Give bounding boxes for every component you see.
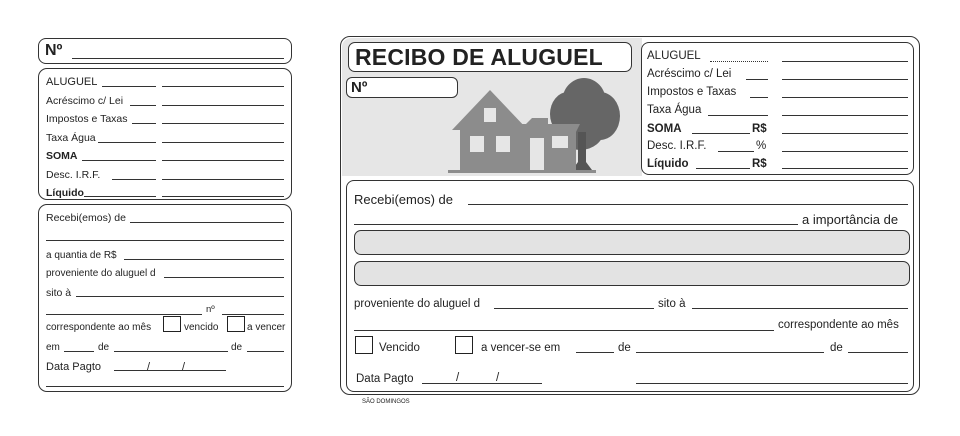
- body-recebi-label: Recebi(emos) de: [354, 192, 453, 207]
- stub-year-field[interactable]: [247, 351, 284, 352]
- stub-address-field[interactable]: [46, 314, 202, 315]
- summary-liquido-currency: R$: [752, 158, 767, 170]
- summary-aluguel-label: ALUGUEL: [647, 50, 701, 62]
- summary-soma-label: SOMA: [647, 123, 682, 135]
- summary-aluguel-line: [710, 61, 768, 62]
- stub-row-acrescimo-label: Acréscimo c/ Lei: [46, 95, 124, 107]
- stub-row-desc-irf-line: [112, 179, 156, 180]
- stub-quantia-label: a quantia de R$: [46, 250, 117, 261]
- body-signature-line[interactable]: [636, 383, 908, 384]
- a-vencer-label: a vencer-se em: [481, 342, 561, 354]
- body-date-slash-2: /: [496, 372, 500, 384]
- summary-desc-irf-label: Desc. I.R.F.: [647, 140, 707, 152]
- stub-data-pagto-label: Data Pagto: [46, 361, 102, 373]
- stub-row-liquido-line: [84, 196, 156, 197]
- stub-em-field[interactable]: [64, 351, 94, 352]
- amount-field-2[interactable]: [354, 261, 910, 286]
- a-vencer-year-field[interactable]: [848, 352, 908, 353]
- stub-a-vencer-label: a vencer: [247, 322, 286, 333]
- body-sito-field[interactable]: [692, 308, 908, 309]
- stub-row-liquido-value[interactable]: [162, 196, 284, 197]
- stub-sito-label: sito à: [46, 287, 72, 299]
- summary-soma-value[interactable]: [782, 133, 908, 134]
- body-recebi-field-2[interactable]: [354, 224, 798, 225]
- stub-row-acrescimo-line: [130, 105, 156, 106]
- stub-a-vencer-checkbox[interactable]: [227, 316, 245, 332]
- vencido-label: Vencido: [379, 342, 420, 354]
- stub-proveniente-field[interactable]: [164, 277, 284, 278]
- summary-soma-currency: R$: [752, 123, 767, 135]
- stub-row-liquido-label: Líquido: [46, 187, 84, 199]
- body-data-pagto-field[interactable]: [422, 383, 542, 384]
- stub-row-soma-value[interactable]: [162, 160, 284, 161]
- stub-row-impostos-label: Impostos e Taxas: [46, 113, 128, 125]
- body-sito-label: sito à: [658, 298, 686, 310]
- stub-recebi-label: Recebi(emos) de: [46, 212, 126, 224]
- stub-data-pagto-field[interactable]: [114, 370, 226, 371]
- stub-numero-label: nº: [206, 304, 215, 315]
- stub-row-taxa-agua-value[interactable]: [162, 142, 284, 143]
- stub-de2-label: de: [231, 342, 243, 353]
- vencido-checkbox[interactable]: [355, 336, 373, 354]
- stub-row-impostos-line: [132, 123, 156, 124]
- body-proveniente-label: proveniente do aluguel d: [354, 298, 480, 310]
- summary-desc-percent: %: [756, 140, 767, 152]
- summary-liquido-label: Líquido: [647, 158, 689, 170]
- stub-de1-label: de: [98, 342, 110, 353]
- body-importancia-label: a importância de: [802, 212, 899, 227]
- body-de2-label: de: [830, 342, 843, 354]
- stub-recebi-field-2[interactable]: [46, 240, 284, 241]
- stub-number-box: [38, 38, 292, 64]
- stub-month-field[interactable]: [114, 351, 228, 352]
- summary-impostos-value[interactable]: [782, 97, 908, 98]
- summary-desc-irf-line: [718, 151, 754, 152]
- summary-impostos-line: [750, 97, 768, 98]
- summary-acrescimo-label: Acréscimo c/ Lei: [647, 68, 732, 80]
- stub-row-taxa-agua-label: Taxa Água: [46, 132, 96, 144]
- receipt-title: RECIBO DE ALUGUEL: [355, 44, 603, 70]
- stub-quantia-field[interactable]: [124, 259, 284, 260]
- stub-signature-line[interactable]: [46, 386, 284, 387]
- summary-liquido-line: [696, 168, 750, 169]
- amount-field-1[interactable]: [354, 230, 910, 255]
- body-data-pagto-label: Data Pagto: [356, 373, 414, 385]
- body-de1-label: de: [618, 342, 631, 354]
- stub-date-slash-2: /: [182, 361, 186, 373]
- stub-row-desc-irf-value[interactable]: [162, 179, 284, 180]
- a-vencer-day-field[interactable]: [576, 352, 614, 353]
- stub-sito-field[interactable]: [76, 296, 284, 297]
- summary-liquido-value[interactable]: [782, 168, 908, 169]
- summary-acrescimo-line: [746, 79, 768, 80]
- body-proveniente-field[interactable]: [494, 308, 654, 309]
- stub-row-aluguel-value[interactable]: [162, 86, 284, 87]
- stub-vencido-checkbox[interactable]: [163, 316, 181, 332]
- summary-soma-line: [692, 133, 750, 134]
- stub-number-label: Nº: [45, 42, 63, 59]
- stub-row-aluguel-label: ALUGUEL: [46, 76, 98, 88]
- stub-date-slash-1: /: [147, 361, 151, 373]
- summary-taxa-agua-label: Taxa Água: [647, 104, 702, 116]
- summary-acrescimo-value[interactable]: [782, 79, 908, 80]
- stub-recebi-field[interactable]: [130, 222, 284, 223]
- stub-row-aluguel-line: [102, 86, 156, 87]
- summary-taxa-agua-line: [708, 115, 768, 116]
- stub-row-soma-label: SOMA: [46, 150, 78, 162]
- a-vencer-checkbox[interactable]: [455, 336, 473, 354]
- house-illustration: [448, 72, 626, 174]
- body-correspondente-label: correspondente ao mês: [778, 319, 899, 331]
- stub-row-acrescimo-value[interactable]: [162, 105, 284, 106]
- stub-correspondente-label: correspondente ao mês: [46, 322, 152, 333]
- summary-taxa-agua-value[interactable]: [782, 115, 908, 116]
- summary-desc-irf-value[interactable]: [782, 151, 908, 152]
- publisher-label: SÃO DOMINGOS: [362, 399, 410, 405]
- stub-numero-field[interactable]: [222, 314, 284, 315]
- stub-em-label: em: [46, 342, 60, 353]
- a-vencer-month-field[interactable]: [636, 352, 824, 353]
- stub-row-soma-line: [82, 160, 156, 161]
- stub-proveniente-label: proveniente do aluguel d: [46, 268, 156, 279]
- stub-number-field[interactable]: [72, 58, 284, 59]
- body-date-slash-1: /: [456, 372, 460, 384]
- stub-row-taxa-agua-line: [98, 142, 156, 143]
- summary-aluguel-value[interactable]: [782, 61, 908, 62]
- body-recebi-field[interactable]: [468, 204, 908, 205]
- summary-impostos-label: Impostos e Taxas: [647, 86, 737, 98]
- main-number-label: Nº: [351, 79, 368, 96]
- stub-vencido-label: vencido: [184, 322, 219, 333]
- stub-row-impostos-value[interactable]: [162, 123, 284, 124]
- body-address-field[interactable]: [354, 330, 774, 331]
- stub-row-desc-irf-label: Desc. I.R.F.: [46, 169, 101, 181]
